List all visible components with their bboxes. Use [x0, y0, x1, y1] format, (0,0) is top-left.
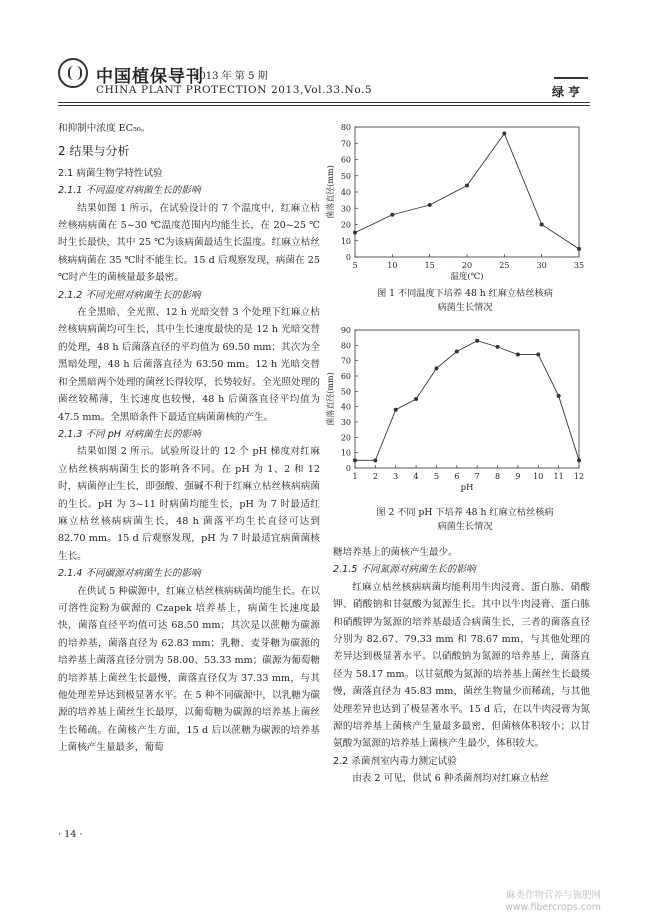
- y-tick-label: 60: [340, 155, 351, 165]
- y-tick-label: 70: [340, 139, 351, 149]
- y-tick-label: 0: [345, 253, 351, 262]
- x-tick-label: 25: [499, 261, 510, 270]
- paragraph: 结果如图 1 所示，在试验设计的 7 个温度中，红麻立枯丝核病病菌在 5~30 ℃温度范围内均能生长，在 20~25 ℃时生长最快，其中 25 ℃为该病菌最适生长温度。红麻立枯丝核病病菌在 35 ℃时不能生长。15 d 后观察发现，病菌在 25 ℃时产生的菌核量最多最密。: [58, 202, 320, 284]
- y-axis-label: 菌落直径(mm): [326, 372, 335, 426]
- watermark: 麻类作物营养与施肥网 www.fibercrops.com: [505, 890, 602, 913]
- data-point: [516, 353, 520, 357]
- data-point: [353, 231, 357, 235]
- plot-frame: [355, 330, 579, 468]
- x-tick-label: 20: [461, 261, 473, 270]
- journal-title-en: CHINA PLANT PROTECTION 2013,Vol.33.No.5: [96, 84, 373, 96]
- x-tick-label: 7: [474, 472, 480, 481]
- data-point: [394, 408, 398, 412]
- y-tick-label: 80: [340, 341, 351, 351]
- data-point: [414, 397, 418, 401]
- data-point: [496, 345, 500, 349]
- data-point: [428, 203, 432, 207]
- data-point: [540, 223, 544, 227]
- paragraph: 和抑制中浓度 EC₅₀。: [58, 123, 151, 134]
- data-point: [557, 394, 561, 398]
- x-tick-label: 35: [573, 261, 585, 270]
- data-point: [455, 349, 459, 353]
- figure-2-chart: [326, 320, 593, 500]
- section-heading: 2.1.1 不同温度对病菌生长的影响: [58, 185, 201, 197]
- x-tick-label: 10: [533, 472, 544, 481]
- figure-1-chart: [326, 118, 593, 288]
- y-tick-label: 50: [340, 171, 351, 181]
- x-tick-label: 3: [393, 472, 399, 481]
- x-tick-label: 30: [536, 261, 547, 270]
- section-heading: 2.1 病菌生物学特性试验: [58, 167, 163, 179]
- y-tick-label: 20: [340, 433, 351, 443]
- sponsor-logo-text: 绿 亨: [552, 85, 581, 99]
- x-tick-label: 5: [433, 472, 440, 481]
- x-tick-label: 4: [413, 472, 419, 481]
- left-column: [58, 120, 320, 757]
- y-axis-label: 菌落直径(mm): [326, 165, 335, 219]
- plot-frame: [355, 127, 579, 257]
- section-heading: 2.1.5 不同氮源对病菌生长的影响: [333, 564, 476, 576]
- paragraph: 由表 2 可见，供试 6 种杀菌剂均对红麻立枯丝: [352, 773, 550, 785]
- y-tick-label: 40: [340, 188, 351, 197]
- x-tick-label: 2: [372, 472, 378, 481]
- data-point: [353, 458, 357, 462]
- y-tick-label: 60: [340, 372, 351, 381]
- y-tick-label: 40: [340, 402, 351, 412]
- y-tick-label: 50: [340, 387, 351, 397]
- paragraph: 在供试 5 种碳源中，红麻立枯丝核病病菌均能生长。在以可溶性淀粉为碳源的 Czapek 培养基上，病菌生长速度最快，菌落直径平均值可达 68.50 mm；其次是以蔗糖为碳源的培养基，菌落直径为 62.83 mm；乳糖、麦芽糖为碳源的培养基上菌落直径分别为 58.00、53.33 mm；碳源为葡萄糖的培养基上菌丝生长最慢，菌落直径仅为 37.33 mm，与其他处理差异达到极显著水平。在 5 种不同碳源中，以乳糖为碳源的培养基上菌丝生长最厚，以葡萄糖为碳源的培养基上菌丝生长稀疏。在菌核产生方面，15 d 后以蔗糖为碳源的培养基上菌核产生量最多，葡萄: [58, 585, 320, 754]
- sponsor-logo: [550, 63, 592, 99]
- data-point: [465, 184, 469, 188]
- data-point: [577, 458, 581, 462]
- paragraph: 结果如图 2 所示。试验所设计的 12 个 pH 梯度对红麻立枯丝核病病菌生长的影响各不同。在 pH 为 1、2 和 12 时，病菌停止生长，即强酸、强碱不利于红麻立枯丝核病病菌的生长。pH 为 3~11 时病菌均能生长，pH 为 7 时最适红麻立枯丝核病病菌生长，48 h 菌落平均生长直径可达到 82.70 mm。15 d 后观察发现，pH 为 7 时最适宜病菌菌核生长。: [58, 446, 320, 562]
- data-point: [475, 339, 479, 343]
- section-heading: 2.2 杀菌剂室内毒力测定试验: [333, 755, 457, 767]
- x-tick-label: 11: [553, 472, 564, 481]
- data-point: [577, 247, 581, 251]
- data-point: [536, 353, 540, 357]
- x-tick-label: 8: [494, 472, 501, 481]
- paragraph: 在全黑暗、全光照、12 h 光暗交替 3 个处理下红麻立枯丝核病病菌均可生长，其中生长速度最快的是 12 h 光暗交替的处理，48 h 后菌落直径的平均值为 69.50 mm；其次为全黑暗处理，48 h 后菌落直径为 63.50 mm。12 h 光暗交替和全黑暗两个处理的菌丝长得较厚，长势较好。全光照处理的菌丝较稀薄，生长速度也较慢，48 h 后菌落直径平均值为 47.5 mm。全黑暗条件下最适宜病菌菌核的产生。: [58, 307, 320, 423]
- x-tick-label: 12: [573, 472, 585, 481]
- figure-1-caption: 图 1 不同温度下培养 48 h 红麻立枯丝核病 病菌生长情况: [377, 288, 553, 313]
- y-tick-label: 0: [345, 464, 351, 473]
- figure-2-caption: 图 2 不同 pH 下培养 48 h 红麻立枯丝核病 病菌生长情况: [376, 507, 554, 532]
- x-tick-label: 9: [515, 472, 521, 481]
- journal-title-cn: 中国植保导刊: [96, 67, 204, 87]
- y-tick-label: 20: [340, 220, 351, 230]
- header-rule-thin: [58, 105, 590, 106]
- y-tick-label: 80: [340, 123, 351, 132]
- y-tick-label: 30: [340, 204, 351, 214]
- header-rule: [58, 102, 590, 103]
- page-number: · 14 ·: [58, 829, 83, 840]
- data-point: [373, 458, 377, 462]
- section-heading: 2.1.3 不同 pH 对病菌生长的影响: [58, 428, 201, 440]
- section-heading: 2.1.2 不同光照对病菌生长的影响: [58, 289, 201, 301]
- y-tick-label: 30: [340, 418, 351, 427]
- paragraph: 红麻立枯丝核病病菌均能利用牛肉浸膏、蛋白胨、硝酸钾、硝酸钠和甘氨酸为氮源生长。其中以牛肉浸膏、蛋白胨和硝酸钾为氮源的培养基最适合病菌生长，三者的菌落直径分别为 82.67、79.33 mm 和 78.67 mm，与其他处理的差异达到极显著水平。以硝酸钠为氮源的培养基上，菌落直径为 58.17 mm。以甘氨酸为氮源的培养基上菌丝生长最缓慢，菌落直径为 45.83 mm，菌丝生物量少而稀疏，与其他处理差异也达到了极显著水平。15 d 后，在以牛肉浸膏为氮源的培养基上菌核产生量最多最密，但菌核体积较小；以甘氨酸为氮源的培养基上菌核产生最少，体积较大。: [333, 581, 590, 750]
- journal-logo: [58, 58, 88, 88]
- data-point: [502, 132, 506, 136]
- journal-issue: 2013 年 第 5 期: [193, 71, 268, 82]
- series-line: [355, 341, 579, 461]
- series-line: [355, 134, 579, 249]
- x-axis-label: 温度(℃): [450, 272, 484, 282]
- y-tick-label: 10: [340, 448, 351, 458]
- x-tick-label: 15: [424, 261, 435, 270]
- section-heading: 2 结果与分析: [58, 144, 130, 159]
- x-axis-label: pH: [460, 483, 474, 493]
- x-tick-label: 10: [387, 261, 398, 270]
- x-tick-label: 6: [454, 472, 460, 481]
- paragraph: 糖培养基上的菌核产生最少。: [333, 547, 458, 558]
- data-point: [434, 366, 438, 370]
- right-column: [333, 544, 590, 788]
- y-tick-label: 90: [340, 326, 351, 335]
- x-tick-label: 5: [352, 261, 358, 270]
- y-tick-label: 10: [340, 236, 351, 246]
- y-tick-label: 70: [340, 356, 351, 366]
- x-tick-label: 1: [352, 472, 358, 481]
- section-heading: 2.1.4 不同碳源对病菌生长的影响: [58, 568, 201, 580]
- sponsor-logo-mark: [554, 65, 588, 79]
- data-point: [390, 213, 394, 217]
